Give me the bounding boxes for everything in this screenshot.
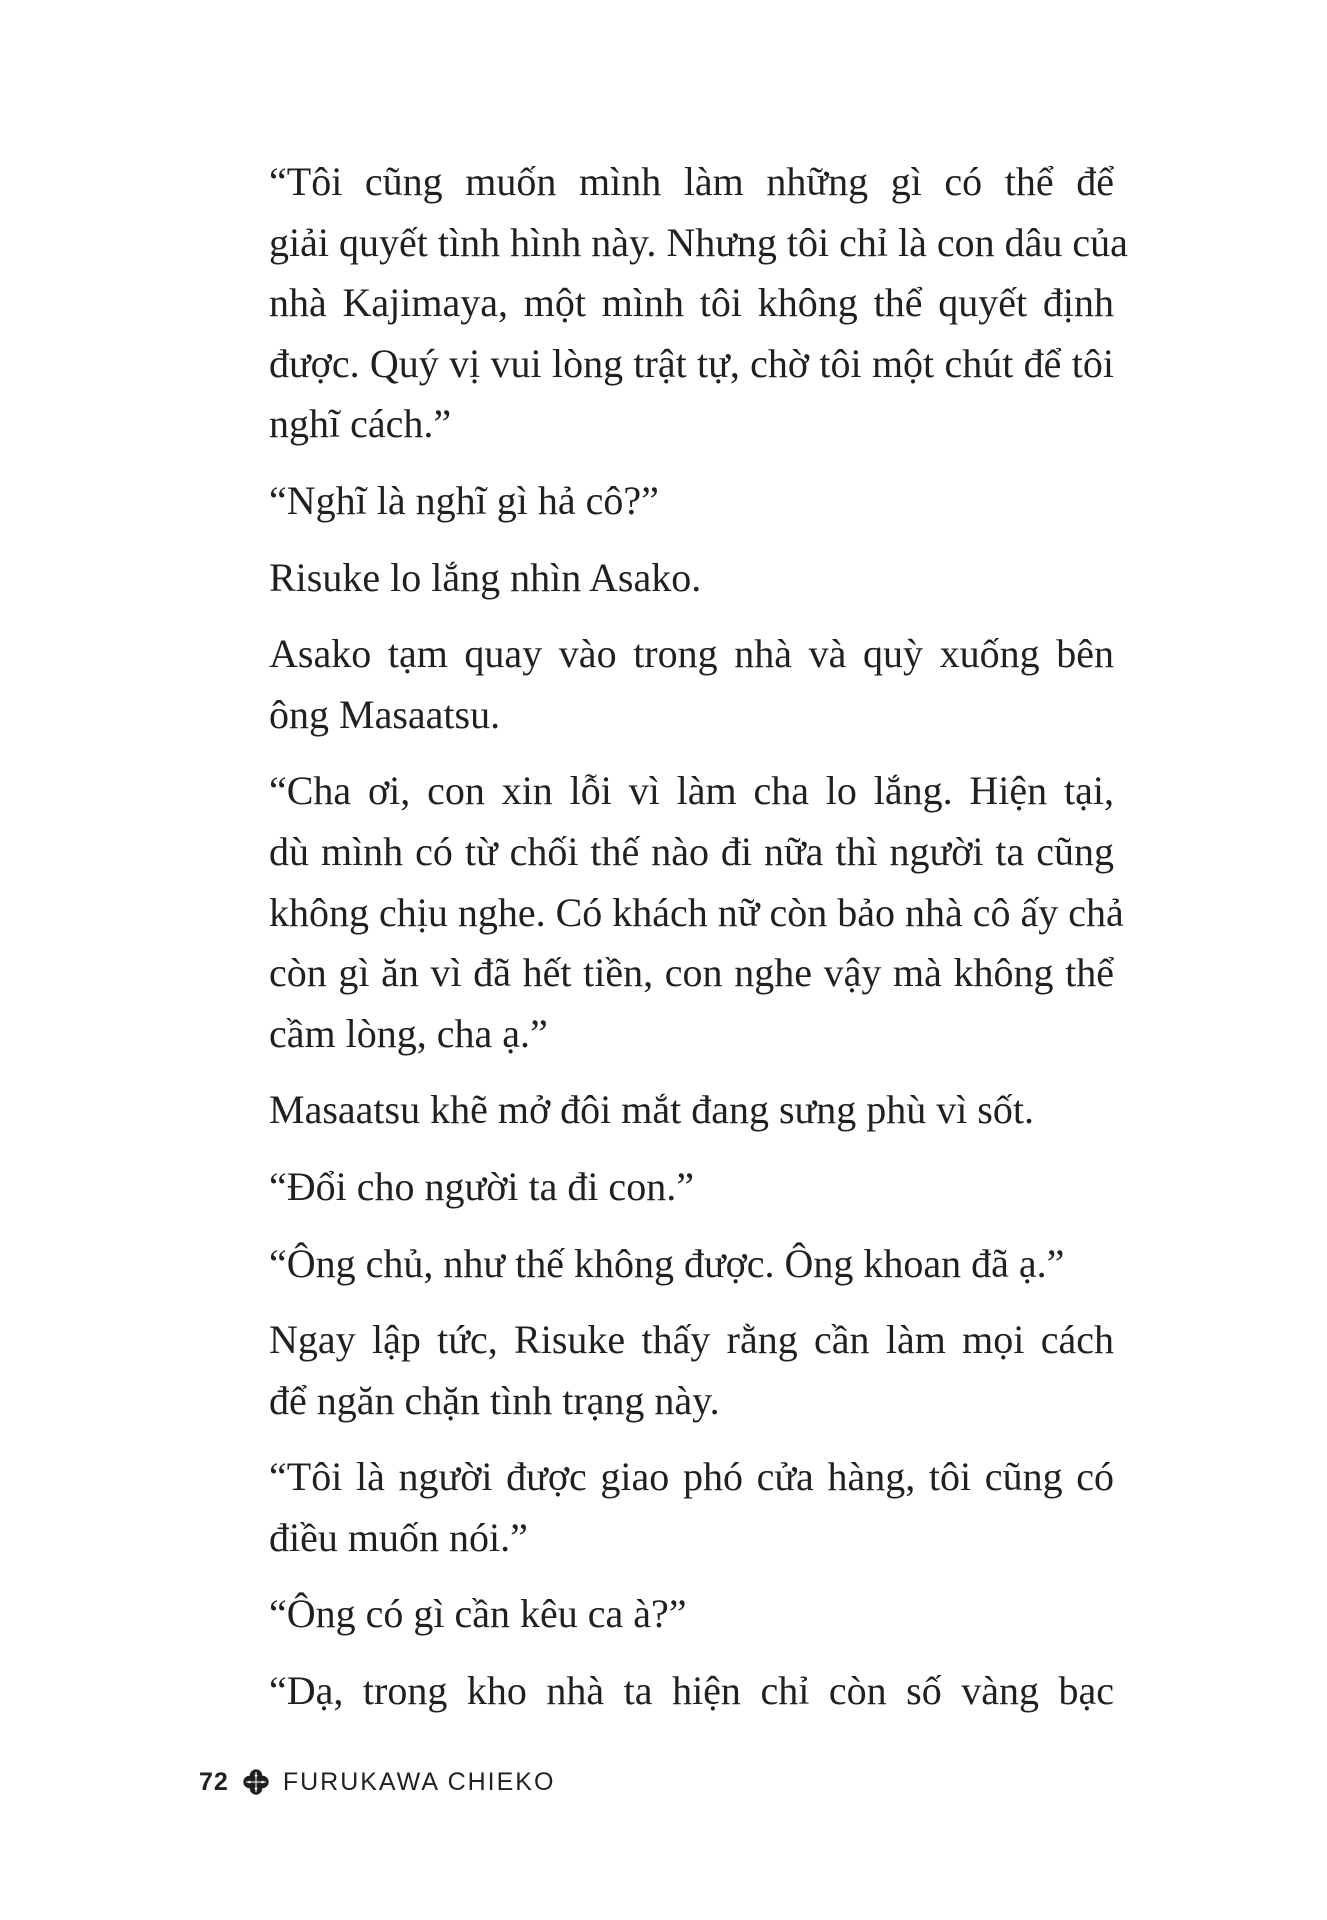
paragraph [199,1661,1114,1722]
text-line: nhà Kajimaya, một mình tôi không thể quyết định [269,280,1114,326]
text-line: “Ông có gì cần kêu ca à?” [269,1591,687,1637]
text-line: cầm lòng, cha ạ.” [269,1010,548,1056]
paragraph [199,1447,1114,1568]
text-line: Asako tạm quay vào trong nhà và quỳ xuống bên [269,631,1114,677]
text-line: “Ông chủ, như thế không được. Ông khoan đã ạ.” [269,1240,1065,1286]
text-line: Masaatsu khẽ mở đôi mắt đang sưng phù vì sốt. [269,1087,1034,1133]
text-line: “Nghĩ là nghĩ gì hả cô?” [269,477,659,523]
text-line: Risuke lo lắng nhìn Asako. [269,554,702,600]
text-line: Ngay lập tức, Risuke thấy rằng cần làm mọi cách [269,1317,1114,1363]
text-line: giải quyết tình hình này. Nhưng tôi chỉ là con dâu của [269,219,1128,265]
paragraph [199,548,1114,609]
text-line: không chịu nghe. Có khách nữ còn bảo nhà cô ấy chả [269,889,1124,935]
text-line: “Tôi là người được giao phó cửa hàng, tôi cũng có [269,1454,1114,1500]
page-footer [199,1762,555,1802]
text-line: ông Masaatsu. [269,691,501,737]
paragraph [199,624,1114,745]
text-line: “Cha ơi, con xin lỗi vì làm cha lo lắng. Hiện tại, [269,768,1114,814]
text-line: được. Quý vị vui lòng trật tự, chờ tôi một chút để tôi [269,340,1114,386]
paragraph [199,1080,1114,1141]
paragraph [199,1234,1114,1295]
text-line: còn gì ăn vì đã hết tiền, con nghe vậy mà không thể [269,950,1114,996]
paragraph [199,471,1114,532]
text-line: điều muốn nói.” [269,1514,528,1560]
paragraph [199,152,1128,455]
text-line: nghĩ cách.” [269,401,452,447]
paragraph [199,1157,1114,1218]
paragraph [199,761,1124,1064]
clover-icon [241,1767,271,1797]
text-line: “Đổi cho người ta đi con.” [269,1163,694,1209]
author-name: FURUKAWA CHIEKO [282,1767,556,1796]
text-line: “Dạ, trong kho nhà ta hiện chỉ còn số vàng bạc [269,1668,1114,1714]
paragraph [199,1310,1114,1431]
text-line: dù mình có từ chối thế nào đi nữa thì người ta cũng [269,828,1114,874]
page-number: 72 [199,1767,229,1796]
body-text [199,152,1128,1738]
text-line: “Tôi cũng muốn mình làm những gì có thể để [269,159,1114,204]
text-line: để ngăn chặn tình trạng này. [269,1377,720,1423]
paragraph [199,1584,1114,1645]
